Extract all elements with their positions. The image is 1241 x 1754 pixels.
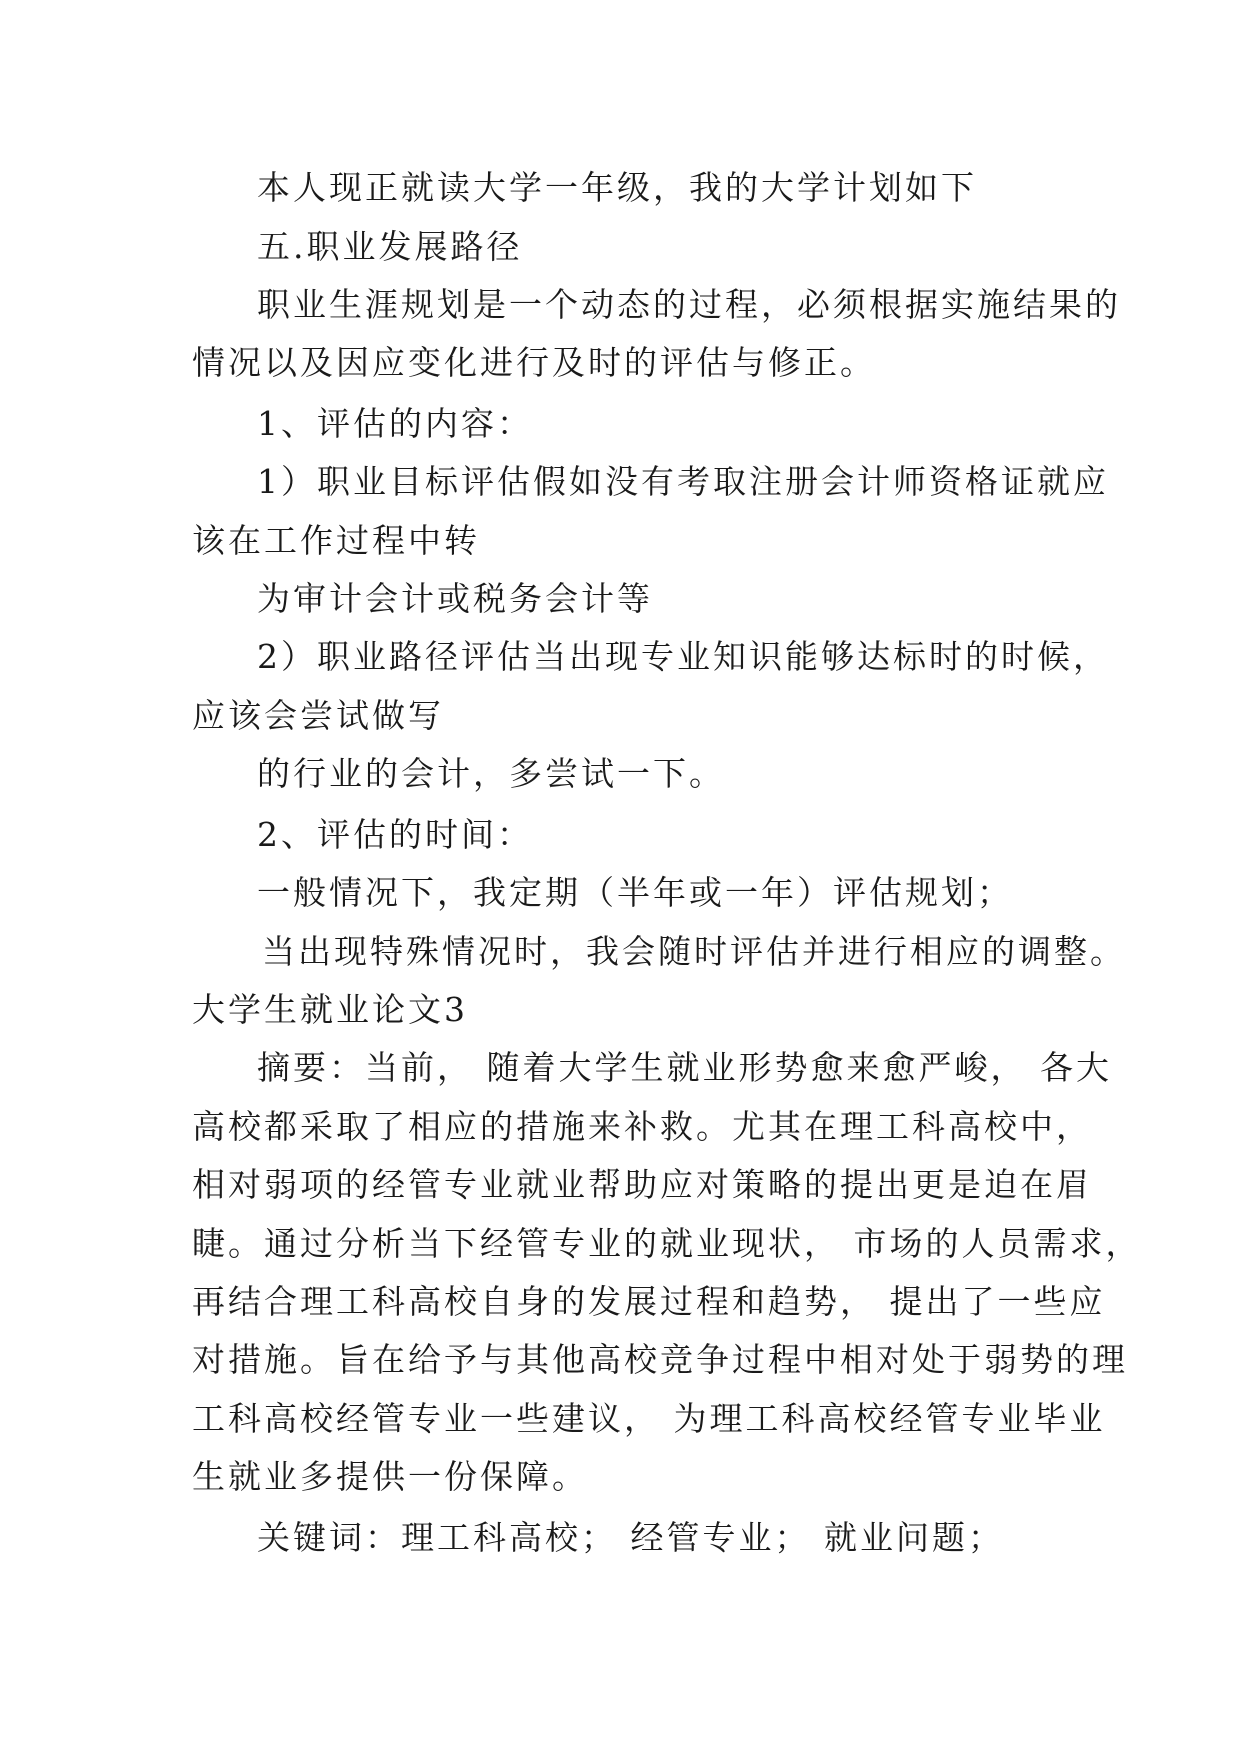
text-line: 本人现正就读大学一年级，我的大学计划如下 xyxy=(257,168,977,207)
section-heading: 五.职业发展路径 xyxy=(257,227,523,266)
text-line: 1）职业目标评估假如没有考取注册会计师资格证就应 xyxy=(257,462,1109,501)
text-line: 当出现特殊情况时，我会随时评估并进行相应的调整。 xyxy=(262,932,1126,971)
text-line: 应该会尝试做写 xyxy=(192,696,444,735)
text-line: 的行业的会计，多尝试一下。 xyxy=(257,754,725,793)
text-line: 生就业多提供一份保障。 xyxy=(192,1457,588,1496)
text-line: 高校都采取了相应的措施来补救。尤其在理工科高校中， xyxy=(192,1107,1092,1146)
text-line: 该在工作过程中转 xyxy=(192,521,480,560)
text-line: 情况以及因应变化进行及时的评估与修正。 xyxy=(192,343,876,382)
text-line: 一般情况下，我定期（半年或一年）评估规划； xyxy=(257,873,1013,912)
document-title: 大学生就业论文3 xyxy=(192,990,468,1029)
text-line: 工科高校经管专业一些建议， 为理工科高校经管专业毕业 xyxy=(192,1399,1106,1438)
text-line: 摘要：当前， 随着大学生就业形势愈来愈严峻， 各大 xyxy=(257,1048,1112,1087)
text-line: 2）职业路径评估当出现专业知识能够达标时的时候， xyxy=(257,637,1109,676)
keywords-line: 关键词：理工科高校； 经管专业； 就业问题； xyxy=(257,1518,1004,1557)
text-line: 1、评估的内容： xyxy=(257,404,533,443)
text-line: 职业生涯规划是一个动态的过程，必须根据实施结果的 xyxy=(257,285,1121,324)
text-line: 对措施。旨在给予与其他高校竞争过程中相对处于弱势的理 xyxy=(192,1340,1128,1379)
text-line: 再结合理工科高校自身的发展过程和趋势， 提出了一些应 xyxy=(192,1282,1106,1321)
text-line: 2、评估的时间： xyxy=(257,815,533,854)
text-line: 睫。通过分析当下经管专业的就业现状， 市场的人员需求， xyxy=(192,1224,1142,1263)
text-line: 相对弱项的经管专业就业帮助应对策略的提出更是迫在眉 xyxy=(192,1165,1092,1204)
text-line: 为审计会计或税务会计等 xyxy=(257,579,653,618)
